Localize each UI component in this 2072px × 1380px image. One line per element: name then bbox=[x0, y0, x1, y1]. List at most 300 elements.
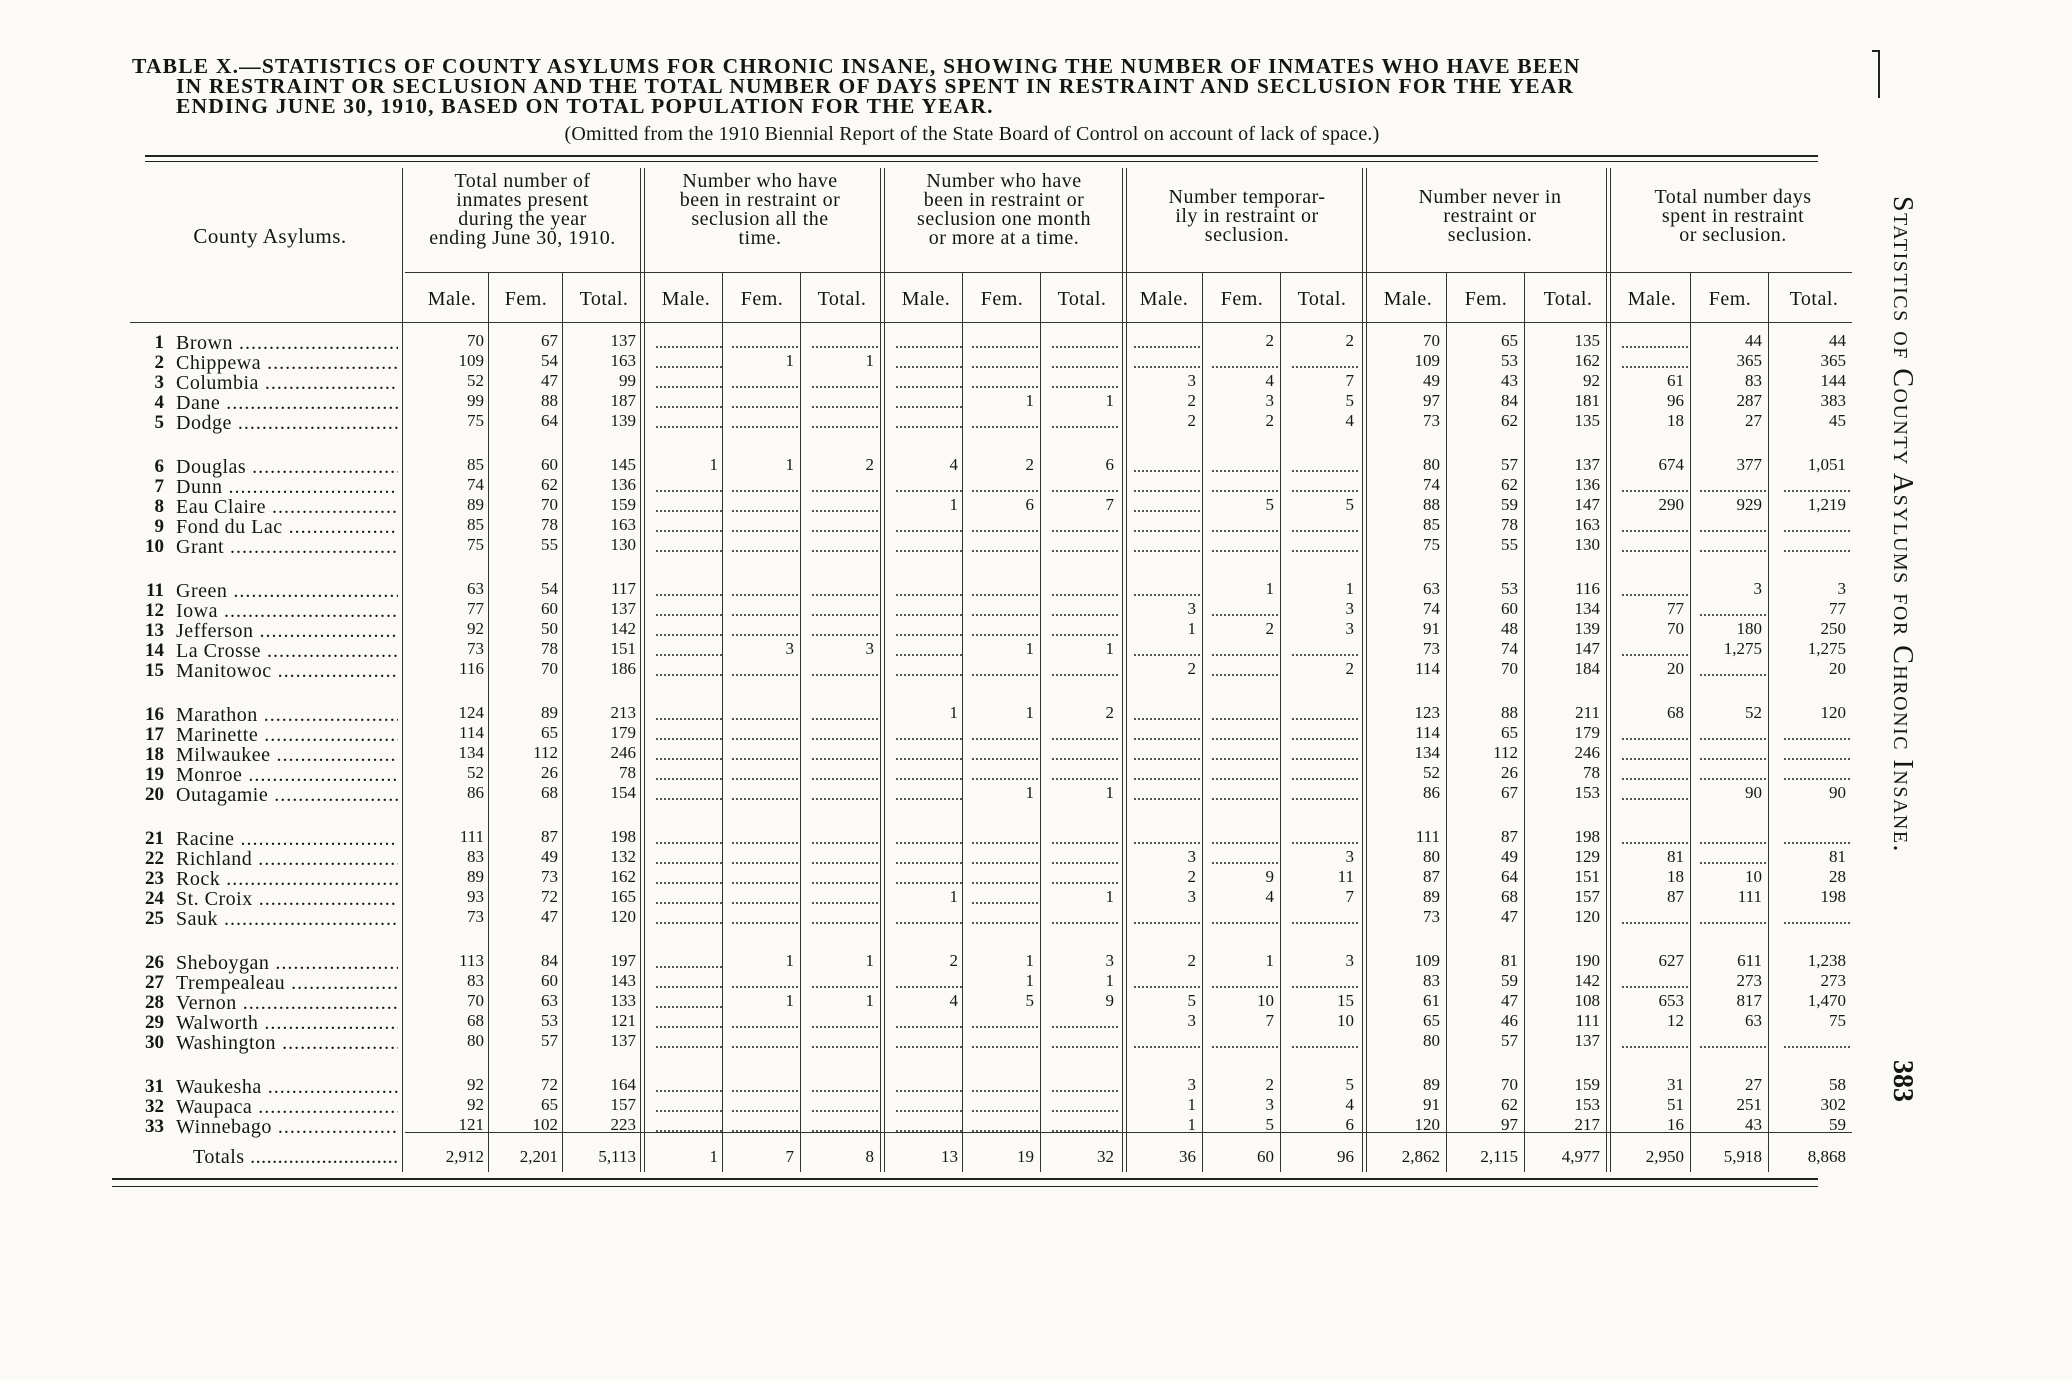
empty-cell-leader bbox=[896, 548, 962, 552]
empty-cell-leader bbox=[896, 384, 962, 388]
data-cell: 3 bbox=[1187, 847, 1196, 867]
data-cell: 62 bbox=[541, 475, 558, 495]
group-header-6 bbox=[1614, 188, 1852, 245]
data-cell: 2 bbox=[1345, 331, 1354, 350]
data-cell: 64 bbox=[1501, 867, 1518, 887]
empty-cell-leader bbox=[1052, 672, 1118, 676]
empty-cell-leader bbox=[1292, 840, 1358, 844]
row-number: 2 bbox=[154, 352, 164, 374]
data-cell: 120 bbox=[1820, 703, 1846, 722]
group-header-line: seclusion. bbox=[1204, 224, 1290, 246]
table-row bbox=[0, 828, 2072, 848]
empty-cell-leader bbox=[1134, 468, 1200, 472]
data-cell: 60 bbox=[541, 971, 558, 991]
empty-cell-leader bbox=[656, 632, 722, 636]
empty-cell-leader bbox=[896, 404, 962, 408]
row-number: 17 bbox=[145, 724, 164, 746]
empty-cell-leader bbox=[1052, 488, 1118, 492]
data-cell: 186 bbox=[610, 659, 636, 679]
header-bottom-rule bbox=[130, 322, 1852, 323]
data-cell: 89 bbox=[467, 495, 484, 515]
data-cell: 1 bbox=[785, 951, 794, 970]
empty-cell-leader bbox=[732, 796, 798, 800]
empty-cell-leader bbox=[1052, 880, 1118, 884]
empty-cell-leader bbox=[1052, 592, 1118, 596]
data-cell: 611 bbox=[1737, 951, 1762, 970]
data-cell: 2 bbox=[1187, 951, 1196, 970]
table-row bbox=[0, 971, 2072, 995]
data-cell: 60 bbox=[541, 599, 558, 619]
data-cell: 68 bbox=[1501, 887, 1518, 907]
row-number: 22 bbox=[145, 848, 164, 870]
data-cell: 15 bbox=[1337, 991, 1354, 1011]
empty-cell-leader bbox=[812, 384, 878, 388]
empty-cell-leader bbox=[896, 364, 962, 368]
empty-cell-leader bbox=[1134, 592, 1200, 596]
empty-cell-leader bbox=[896, 1088, 962, 1092]
data-cell: 132 bbox=[610, 847, 636, 867]
data-cell: 27 bbox=[1745, 1075, 1762, 1094]
empty-cell-leader bbox=[732, 424, 798, 428]
empty-cell-leader bbox=[812, 548, 878, 552]
data-cell: 50 bbox=[541, 619, 558, 639]
totals-cell: 8 bbox=[865, 1147, 874, 1166]
empty-cell-leader bbox=[732, 404, 798, 408]
data-cell: 134 bbox=[1574, 599, 1600, 619]
empty-cell-leader bbox=[1212, 364, 1278, 368]
table-row bbox=[0, 887, 2072, 911]
data-cell: 67 bbox=[541, 331, 558, 350]
empty-cell-leader bbox=[972, 900, 1038, 904]
empty-cell-leader bbox=[656, 404, 722, 408]
empty-cell-leader bbox=[1134, 488, 1200, 492]
empty-cell-leader bbox=[656, 364, 722, 368]
empty-cell-leader bbox=[896, 920, 962, 924]
empty-cell-leader bbox=[732, 528, 798, 532]
empty-cell-leader bbox=[896, 528, 962, 532]
data-cell: 74 bbox=[1501, 639, 1518, 659]
data-cell: 3 bbox=[1187, 1011, 1196, 1031]
group-header-line: time. bbox=[738, 227, 782, 249]
data-cell: 137 bbox=[610, 331, 636, 350]
data-cell: 3 bbox=[1187, 887, 1196, 907]
group-header-line: Total number of bbox=[454, 170, 591, 192]
data-cell: 136 bbox=[1574, 475, 1600, 495]
county-name: Waupaca ..... bbox=[176, 1096, 398, 1119]
data-cell: 65 bbox=[541, 1095, 558, 1115]
row-number: 28 bbox=[145, 992, 164, 1014]
row-number: 31 bbox=[145, 1076, 164, 1097]
empty-cell-leader bbox=[1784, 840, 1850, 844]
table-row bbox=[0, 1031, 2072, 1055]
data-cell: 43 bbox=[1745, 1115, 1762, 1135]
data-cell: 102 bbox=[532, 1115, 558, 1135]
data-cell: 2 bbox=[1345, 659, 1354, 679]
top-rule bbox=[145, 155, 1818, 157]
data-cell: 130 bbox=[610, 535, 636, 555]
data-cell: 45 bbox=[1829, 411, 1846, 431]
empty-cell-leader bbox=[732, 1024, 798, 1028]
county-name: Sauk ..... bbox=[176, 908, 398, 931]
empty-cell-leader bbox=[1212, 1044, 1278, 1048]
empty-cell-leader bbox=[812, 612, 878, 616]
empty-cell-leader bbox=[1622, 796, 1688, 800]
data-cell: 143 bbox=[610, 971, 636, 991]
data-cell: 5 bbox=[1265, 1115, 1274, 1135]
empty-cell-leader bbox=[896, 1024, 962, 1028]
data-cell: 184 bbox=[1574, 659, 1600, 679]
empty-cell-leader bbox=[1784, 548, 1850, 552]
empty-cell-leader bbox=[972, 424, 1038, 428]
table-row bbox=[0, 515, 2072, 539]
table-row bbox=[0, 475, 2072, 499]
empty-cell-leader bbox=[656, 508, 722, 512]
empty-cell-leader bbox=[1700, 776, 1766, 780]
data-cell: 137 bbox=[610, 599, 636, 619]
table-row bbox=[0, 704, 2072, 724]
data-cell: 63 bbox=[1745, 1011, 1762, 1031]
row-number: 26 bbox=[145, 952, 164, 973]
data-cell: 59 bbox=[1829, 1115, 1846, 1135]
empty-cell-leader bbox=[1134, 364, 1200, 368]
empty-cell-leader bbox=[1700, 548, 1766, 552]
data-cell: 7 bbox=[1345, 887, 1354, 907]
data-cell: 2 bbox=[1187, 867, 1196, 887]
data-cell: 59 bbox=[1501, 495, 1518, 515]
data-cell: 133 bbox=[610, 991, 636, 1011]
table-subtitle: (Omitted from the 1910 Biennial Report of the State Board of Control on account of lack of space.) bbox=[564, 123, 1380, 145]
row-number: 29 bbox=[145, 1012, 164, 1034]
data-cell: 44 bbox=[1745, 331, 1762, 350]
row-number: 32 bbox=[145, 1096, 164, 1118]
empty-cell-leader bbox=[656, 488, 722, 492]
county-name: Waukesha ..... bbox=[176, 1076, 398, 1099]
data-cell: 54 bbox=[541, 351, 558, 371]
county-name: Brown ..... bbox=[176, 332, 398, 355]
data-cell: 53 bbox=[1501, 579, 1518, 598]
data-cell: 57 bbox=[1501, 1031, 1518, 1051]
row-number: 21 bbox=[145, 828, 164, 849]
sub-header-fem: Fem. bbox=[740, 288, 784, 310]
data-cell: 68 bbox=[1667, 703, 1684, 722]
data-cell: 20 bbox=[1829, 659, 1846, 679]
sub-header-total: Total. bbox=[1297, 288, 1347, 310]
data-cell: 121 bbox=[458, 1115, 484, 1135]
empty-cell-leader bbox=[896, 672, 962, 676]
top-rule-thin bbox=[145, 161, 1818, 162]
data-cell: 1 bbox=[1105, 971, 1114, 991]
data-cell: 130 bbox=[1574, 535, 1600, 555]
empty-cell-leader bbox=[1700, 528, 1766, 532]
empty-cell-leader bbox=[1134, 528, 1200, 532]
empty-cell-leader bbox=[972, 840, 1038, 844]
data-cell: 6 bbox=[1105, 455, 1114, 474]
data-cell: 89 bbox=[1423, 1075, 1440, 1094]
data-cell: 86 bbox=[467, 783, 484, 803]
data-cell: 83 bbox=[467, 847, 484, 867]
data-cell: 83 bbox=[1423, 971, 1440, 991]
data-cell: 52 bbox=[1423, 763, 1440, 783]
empty-cell-leader bbox=[812, 900, 878, 904]
empty-cell-leader bbox=[896, 344, 962, 348]
empty-cell-leader bbox=[972, 528, 1038, 532]
county-name: Washington ..... bbox=[176, 1032, 398, 1055]
empty-cell-leader bbox=[1052, 756, 1118, 760]
empty-cell-leader bbox=[896, 1108, 962, 1112]
empty-cell-leader bbox=[1134, 756, 1200, 760]
group-header-3 bbox=[886, 172, 1122, 248]
data-cell: 1 bbox=[1187, 619, 1196, 639]
empty-cell-leader bbox=[1134, 652, 1200, 656]
data-cell: 365 bbox=[1736, 351, 1762, 371]
data-cell: 124 bbox=[458, 703, 484, 722]
data-cell: 63 bbox=[541, 991, 558, 1011]
group-header-line: seclusion all the bbox=[691, 208, 829, 230]
data-cell: 74 bbox=[1423, 599, 1440, 619]
empty-cell-leader bbox=[1292, 776, 1358, 780]
data-cell: 163 bbox=[610, 515, 636, 535]
data-cell: 179 bbox=[610, 723, 636, 743]
data-cell: 157 bbox=[610, 1095, 636, 1115]
table-row bbox=[0, 991, 2072, 1015]
running-head bbox=[1880, 196, 1920, 1196]
empty-cell-leader bbox=[812, 880, 878, 884]
empty-cell-leader bbox=[1134, 796, 1200, 800]
table-row bbox=[0, 351, 2072, 375]
empty-cell-leader bbox=[656, 964, 722, 968]
data-cell: 1 bbox=[1187, 1115, 1196, 1135]
data-cell: 70 bbox=[541, 659, 558, 679]
data-cell: 250 bbox=[1820, 619, 1846, 639]
data-cell: 87 bbox=[1501, 827, 1518, 846]
group-header-line: restraint or bbox=[1443, 205, 1537, 227]
empty-cell-leader bbox=[656, 672, 722, 676]
table-row bbox=[0, 867, 2072, 891]
data-cell: 51 bbox=[1667, 1095, 1684, 1115]
empty-cell-leader bbox=[1212, 716, 1278, 720]
data-cell: 7 bbox=[1105, 495, 1114, 515]
empty-cell-leader bbox=[1622, 344, 1688, 348]
empty-cell-leader bbox=[1292, 652, 1358, 656]
data-cell: 114 bbox=[1415, 659, 1440, 679]
empty-cell-leader bbox=[812, 424, 878, 428]
table-row bbox=[0, 783, 2072, 807]
empty-cell-leader bbox=[896, 592, 962, 596]
table-row bbox=[0, 599, 2072, 623]
data-cell: 93 bbox=[467, 887, 484, 907]
data-cell: 1 bbox=[709, 455, 718, 474]
data-cell: 1 bbox=[1265, 951, 1274, 970]
empty-cell-leader bbox=[812, 344, 878, 348]
sub-header-fem: Fem. bbox=[1220, 288, 1264, 310]
empty-cell-leader bbox=[656, 736, 722, 740]
table-row bbox=[0, 763, 2072, 787]
data-cell: 97 bbox=[1423, 391, 1440, 411]
group-header-line: or more at a time. bbox=[928, 227, 1080, 249]
data-cell: 365 bbox=[1820, 351, 1846, 371]
empty-cell-leader bbox=[972, 612, 1038, 616]
empty-cell-leader bbox=[812, 404, 878, 408]
page-number-text: 383 bbox=[1887, 1060, 1918, 1102]
data-cell: 52 bbox=[467, 763, 484, 783]
empty-cell-leader bbox=[656, 652, 722, 656]
sub-header-total: Total. bbox=[579, 288, 629, 310]
empty-cell-leader bbox=[732, 984, 798, 988]
empty-cell-leader bbox=[656, 1088, 722, 1092]
empty-cell-leader bbox=[1292, 920, 1358, 924]
empty-cell-leader bbox=[1052, 528, 1118, 532]
empty-cell-leader bbox=[972, 488, 1038, 492]
empty-cell-leader bbox=[1784, 756, 1850, 760]
data-cell: 251 bbox=[1736, 1095, 1762, 1115]
table-row bbox=[0, 619, 2072, 643]
data-cell: 2 bbox=[1105, 703, 1114, 722]
data-cell: 151 bbox=[610, 639, 636, 659]
data-cell: 75 bbox=[467, 411, 484, 431]
empty-cell-leader bbox=[812, 796, 878, 800]
data-cell: 3 bbox=[865, 639, 874, 659]
totals-cell: 36 bbox=[1179, 1147, 1196, 1166]
empty-cell-leader bbox=[1212, 488, 1278, 492]
empty-cell-leader bbox=[896, 488, 962, 492]
data-cell: 1 bbox=[949, 703, 958, 722]
empty-cell-leader bbox=[896, 612, 962, 616]
data-cell: 68 bbox=[541, 783, 558, 803]
data-cell: 1 bbox=[1025, 639, 1034, 659]
empty-cell-leader bbox=[812, 508, 878, 512]
data-cell: 3 bbox=[1187, 371, 1196, 391]
data-cell: 3 bbox=[1345, 951, 1354, 970]
totals-cell: 32 bbox=[1097, 1147, 1114, 1166]
empty-cell-leader bbox=[1700, 840, 1766, 844]
data-cell: 4 bbox=[1345, 1095, 1354, 1115]
data-cell: 153 bbox=[1574, 1095, 1600, 1115]
table-row bbox=[0, 1095, 2072, 1119]
bottom-rule-thin bbox=[112, 1186, 1818, 1187]
empty-cell-leader bbox=[1622, 1044, 1688, 1048]
data-cell: 120 bbox=[610, 907, 636, 927]
county-name: Douglas ..... bbox=[176, 456, 398, 479]
data-cell: 62 bbox=[1501, 411, 1518, 431]
data-cell: 10 bbox=[1257, 991, 1274, 1011]
empty-cell-leader bbox=[1292, 716, 1358, 720]
empty-cell-leader bbox=[656, 424, 722, 428]
data-cell: 73 bbox=[541, 867, 558, 887]
group-header-4 bbox=[1132, 188, 1362, 245]
data-cell: 4 bbox=[949, 455, 958, 474]
sub-header-fem: Fem. bbox=[1464, 288, 1508, 310]
empty-cell-leader bbox=[896, 776, 962, 780]
empty-cell-leader bbox=[656, 1108, 722, 1112]
empty-cell-leader bbox=[1700, 488, 1766, 492]
empty-cell-leader bbox=[812, 592, 878, 596]
data-cell: 75 bbox=[1829, 1011, 1846, 1031]
empty-cell-leader bbox=[1784, 528, 1850, 532]
data-cell: 84 bbox=[541, 951, 558, 970]
data-cell: 2 bbox=[1265, 1075, 1274, 1094]
data-cell: 7 bbox=[1265, 1011, 1274, 1031]
data-cell: 111 bbox=[1415, 827, 1440, 846]
data-cell: 74 bbox=[1423, 475, 1440, 495]
data-cell: 72 bbox=[541, 1075, 558, 1094]
data-cell: 52 bbox=[467, 371, 484, 391]
empty-cell-leader bbox=[656, 840, 722, 844]
data-cell: 1 bbox=[949, 887, 958, 907]
empty-cell-leader bbox=[1134, 548, 1200, 552]
data-cell: 59 bbox=[1501, 971, 1518, 991]
empty-cell-leader bbox=[1292, 528, 1358, 532]
data-cell: 627 bbox=[1658, 951, 1684, 970]
empty-cell-leader bbox=[1212, 652, 1278, 656]
data-cell: 83 bbox=[1745, 371, 1762, 391]
data-cell: 9 bbox=[1105, 991, 1114, 1011]
data-cell: 135 bbox=[1574, 411, 1600, 431]
empty-cell-leader bbox=[896, 796, 962, 800]
data-cell: 5 bbox=[1345, 1075, 1354, 1094]
data-cell: 70 bbox=[541, 495, 558, 515]
empty-cell-leader bbox=[1212, 528, 1278, 532]
table-row bbox=[0, 456, 2072, 476]
empty-cell-leader bbox=[656, 548, 722, 552]
data-cell: 77 bbox=[1829, 599, 1846, 619]
data-cell: 54 bbox=[541, 579, 558, 598]
data-cell: 63 bbox=[1423, 579, 1440, 598]
data-cell: 63 bbox=[467, 579, 484, 598]
empty-cell-leader bbox=[1134, 736, 1200, 740]
table-row bbox=[0, 411, 2072, 435]
empty-cell-leader bbox=[1134, 344, 1200, 348]
totals-cell: 2,862 bbox=[1401, 1147, 1440, 1166]
data-cell: 90 bbox=[1745, 783, 1762, 803]
data-cell: 18 bbox=[1667, 411, 1684, 431]
data-cell: 1 bbox=[1105, 887, 1114, 907]
empty-cell-leader bbox=[656, 860, 722, 864]
data-cell: 61 bbox=[1423, 991, 1440, 1011]
empty-cell-leader bbox=[732, 672, 798, 676]
empty-cell-leader bbox=[656, 880, 722, 884]
empty-cell-leader bbox=[1622, 920, 1688, 924]
data-cell: 929 bbox=[1736, 495, 1762, 515]
data-cell: 90 bbox=[1829, 783, 1846, 803]
data-cell: 85 bbox=[467, 515, 484, 535]
empty-cell-leader bbox=[1292, 364, 1358, 368]
data-cell: 1 bbox=[1025, 783, 1034, 803]
empty-cell-leader bbox=[732, 1088, 798, 1092]
empty-cell-leader bbox=[732, 776, 798, 780]
data-cell: 43 bbox=[1501, 371, 1518, 391]
data-cell: 162 bbox=[1574, 351, 1600, 371]
data-cell: 144 bbox=[1820, 371, 1846, 391]
group-header-line: during the year bbox=[458, 208, 587, 230]
empty-cell-leader bbox=[732, 900, 798, 904]
data-cell: 26 bbox=[1501, 763, 1518, 783]
data-cell: 2 bbox=[1187, 391, 1196, 411]
table-row bbox=[0, 907, 2072, 931]
title-line-3: ENDING JUNE 30, 1910, BASED ON TOTAL POPULATION FOR THE YEAR. bbox=[176, 94, 994, 118]
sub-header-total: Total. bbox=[1057, 288, 1107, 310]
county-name: Richland ..... bbox=[176, 848, 398, 871]
data-cell: 1,051 bbox=[1807, 455, 1846, 474]
data-cell: 53 bbox=[1501, 351, 1518, 371]
row-number: 20 bbox=[145, 784, 164, 806]
empty-cell-leader bbox=[1052, 364, 1118, 368]
data-cell: 57 bbox=[541, 1031, 558, 1051]
empty-cell-leader bbox=[896, 736, 962, 740]
county-name: Winnebago ..... bbox=[176, 1116, 398, 1139]
data-cell: 85 bbox=[1423, 515, 1440, 535]
empty-cell-leader bbox=[1212, 612, 1278, 616]
empty-cell-leader bbox=[1212, 736, 1278, 740]
